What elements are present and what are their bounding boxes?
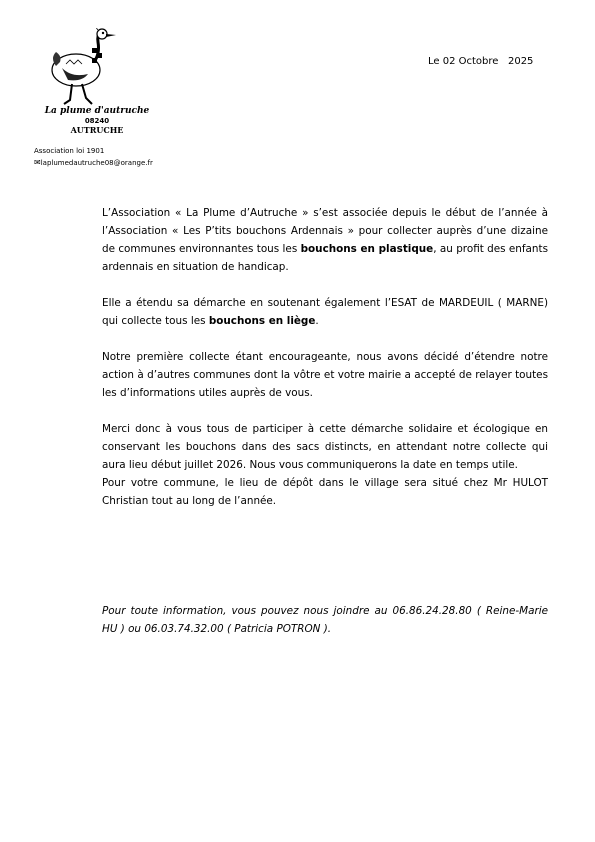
- paragraph-3: Notre première collecte étant encourageante, nous avons décidé d’étendre notre action à d’autres communes dont la vôtre et votre mairie a accepté de relayer toutes les d’informations utiles auprès de vous.: [102, 351, 548, 399]
- paragraph-4: Merci donc à vous tous de participer à cette démarche solidaire et écologique en conservant les bouchons dans des sacs distincts, en attendant notre collecte qui aura lieu début juillet 2026. Nous vous communiquerons la date en temps utile.: [102, 423, 548, 471]
- association-logo: [36, 28, 148, 138]
- paragraph-2-text: Elle a étendu sa démarche en soutenant également l’ESAT de MARDEUIL ( MARNE) qui collecte tous les: [102, 297, 548, 327]
- association-info: [34, 146, 153, 169]
- paragraph-2: [102, 294, 548, 330]
- association-email-line: [34, 157, 153, 169]
- bold-cork-caps: bouchons en liège: [208, 315, 316, 327]
- paragraph-5: Pour votre commune, le lieu de dépôt dans le village sera situé chez Mr HULOT Christian tout au long de l’année.: [102, 477, 548, 507]
- logo-title: La plume d'autruche: [44, 106, 150, 116]
- association-type: Association loi 1901: [34, 147, 105, 155]
- ostrich-icon: [42, 28, 142, 108]
- association-email[interactable]: laplumedautruche08@orange.fr: [40, 159, 153, 167]
- logo-town: AUTRUCHE: [70, 125, 124, 135]
- envelope-icon: ✉: [34, 158, 41, 167]
- paragraph-2-end: .: [315, 315, 319, 327]
- logo-postcode: 08240: [84, 117, 110, 125]
- paragraph-1-text: L’Association « La Plume d’Autruche » s’est associée depuis le début de l’année à l’Association « Les P’tits bouchons Ardennais » pour collecter auprès d’une dizaine de communes environnantes tous les: [102, 207, 548, 255]
- paragraph-1-end: , au profit des enfants ardennais en situation de handicap.: [102, 243, 548, 273]
- bold-plastic-caps: bouchons en plastique: [300, 243, 434, 255]
- letter-date: Le 02 Octobre 2025: [428, 56, 534, 67]
- contact-info: Pour toute information, vous pouvez nous joindre au 06.86.24.28.80 ( Reine-Marie HU ) ou 06.03.74.32.00 ( Patricia POTRON ).: [102, 605, 548, 635]
- paragraph-1: [102, 204, 548, 276]
- letter-body: [102, 204, 548, 510]
